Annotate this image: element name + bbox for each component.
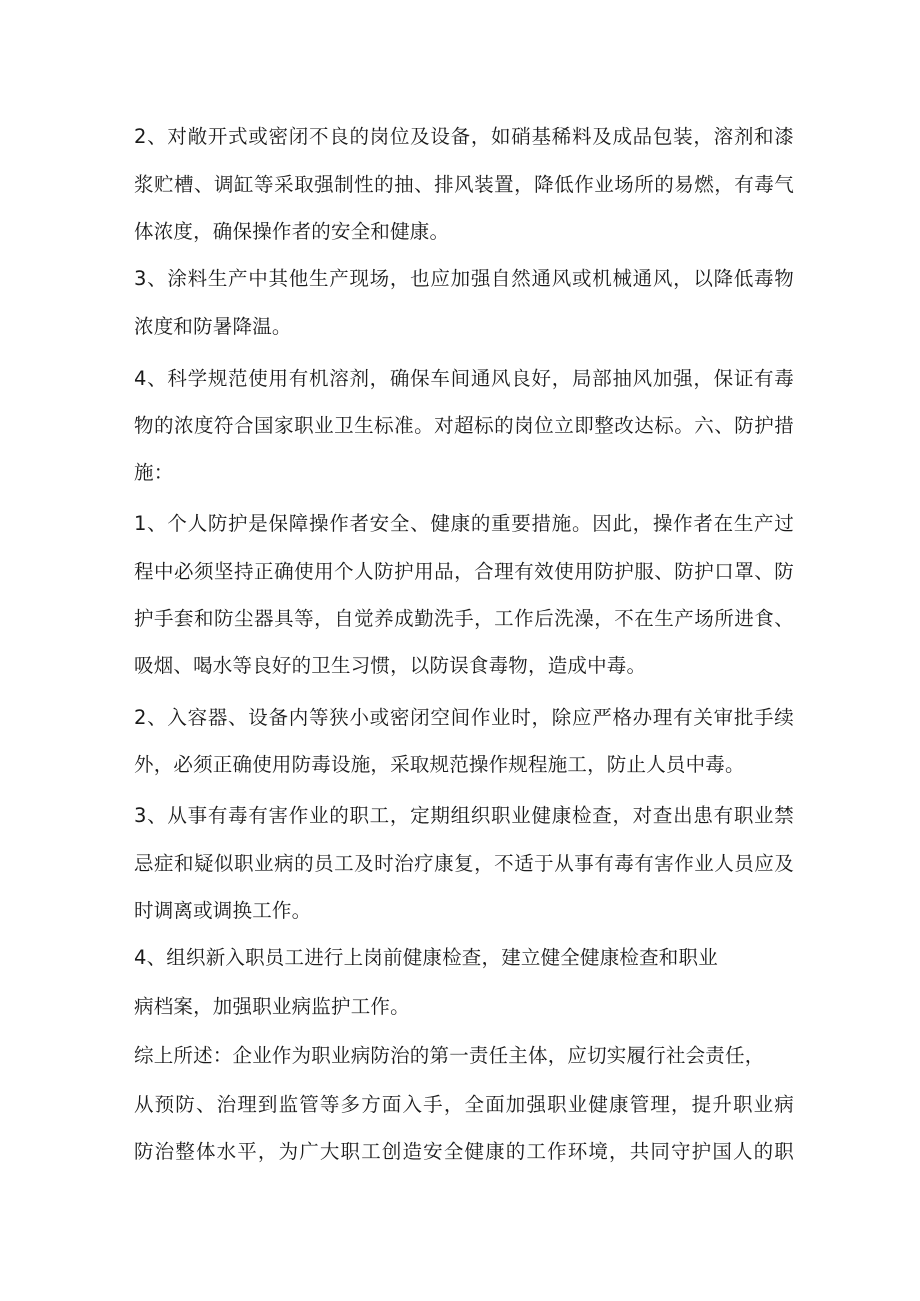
text-line: 病档案，加强职业病监护工作。 bbox=[134, 995, 410, 1018]
text-line: 4、科学规范使用有机溶剂，确保车间通风良好，局部抽风加强，保证有毒 bbox=[134, 367, 794, 390]
text-line: 3、涂料生产中其他生产现场，也应加强自然通风或机械通风，以降低毒物 bbox=[134, 267, 794, 290]
text-line: 从预防、治理到监管等多方面入手，全面加强职业健康管理，提升职业病 bbox=[134, 1093, 794, 1116]
text-line: 3、从事有毒有害作业的职工，定期组织职业健康检查，对查出患有职业禁 bbox=[134, 804, 794, 827]
text-line: 2、对敞开式或密闭不良的岗位及设备，如硝基稀料及成品包装，溶剂和漆 bbox=[134, 125, 794, 148]
text-line: 浓度和防暑降温。 bbox=[134, 315, 292, 338]
text-line: 防治整体水平，为广大职工创造安全健康的工作环境，共同守护国人的职 bbox=[134, 1140, 794, 1163]
text-line: 时调离或调换工作。 bbox=[134, 899, 312, 922]
text-line: 护手套和防尘器具等，自觉养成勤洗手，工作后洗澡，不在生产场所进食、 bbox=[134, 607, 794, 630]
text-line: 吸烟、喝水等良好的卫生习惯，以防误食毒物，造成中毒。 bbox=[134, 654, 647, 677]
text-line: 程中必须坚持正确使用个人防护用品，合理有效使用防护服、防护口罩、防 bbox=[134, 560, 794, 583]
text-line: 4、组织新入职员工进行上岗前健康检查，建立健全健康检查和职业 bbox=[134, 946, 718, 969]
text-line: 体浓度，确保操作者的安全和健康。 bbox=[134, 220, 450, 243]
text-line: 施： bbox=[134, 461, 174, 484]
text-line: 忌症和疑似职业病的员工及时治疗康复，不适于从事有毒有害作业人员应及 bbox=[134, 852, 794, 875]
text-line: 1、个人防护是保障操作者安全、健康的重要措施。因此，操作者在生产过 bbox=[134, 512, 794, 535]
text-line: 2、入容器、设备内等狭小或密闭空间作业时，除应严格办理有关审批手续 bbox=[134, 706, 794, 729]
text-line: 物的浓度符合国家职业卫生标准。对超标的岗位立即整改达标。六、防护措 bbox=[134, 414, 794, 437]
text-line: 综上所述：企业作为职业病防治的第一责任主体，应切实履行社会责任， bbox=[134, 1044, 765, 1067]
text-line: 外，必须正确使用防毒设施，采取规范操作规程施工，防止人员中毒。 bbox=[134, 753, 745, 776]
text-line: 浆贮槽、调缸等采取强制性的抽、排风装置，降低作业场所的易燃，有毒气 bbox=[134, 173, 794, 196]
